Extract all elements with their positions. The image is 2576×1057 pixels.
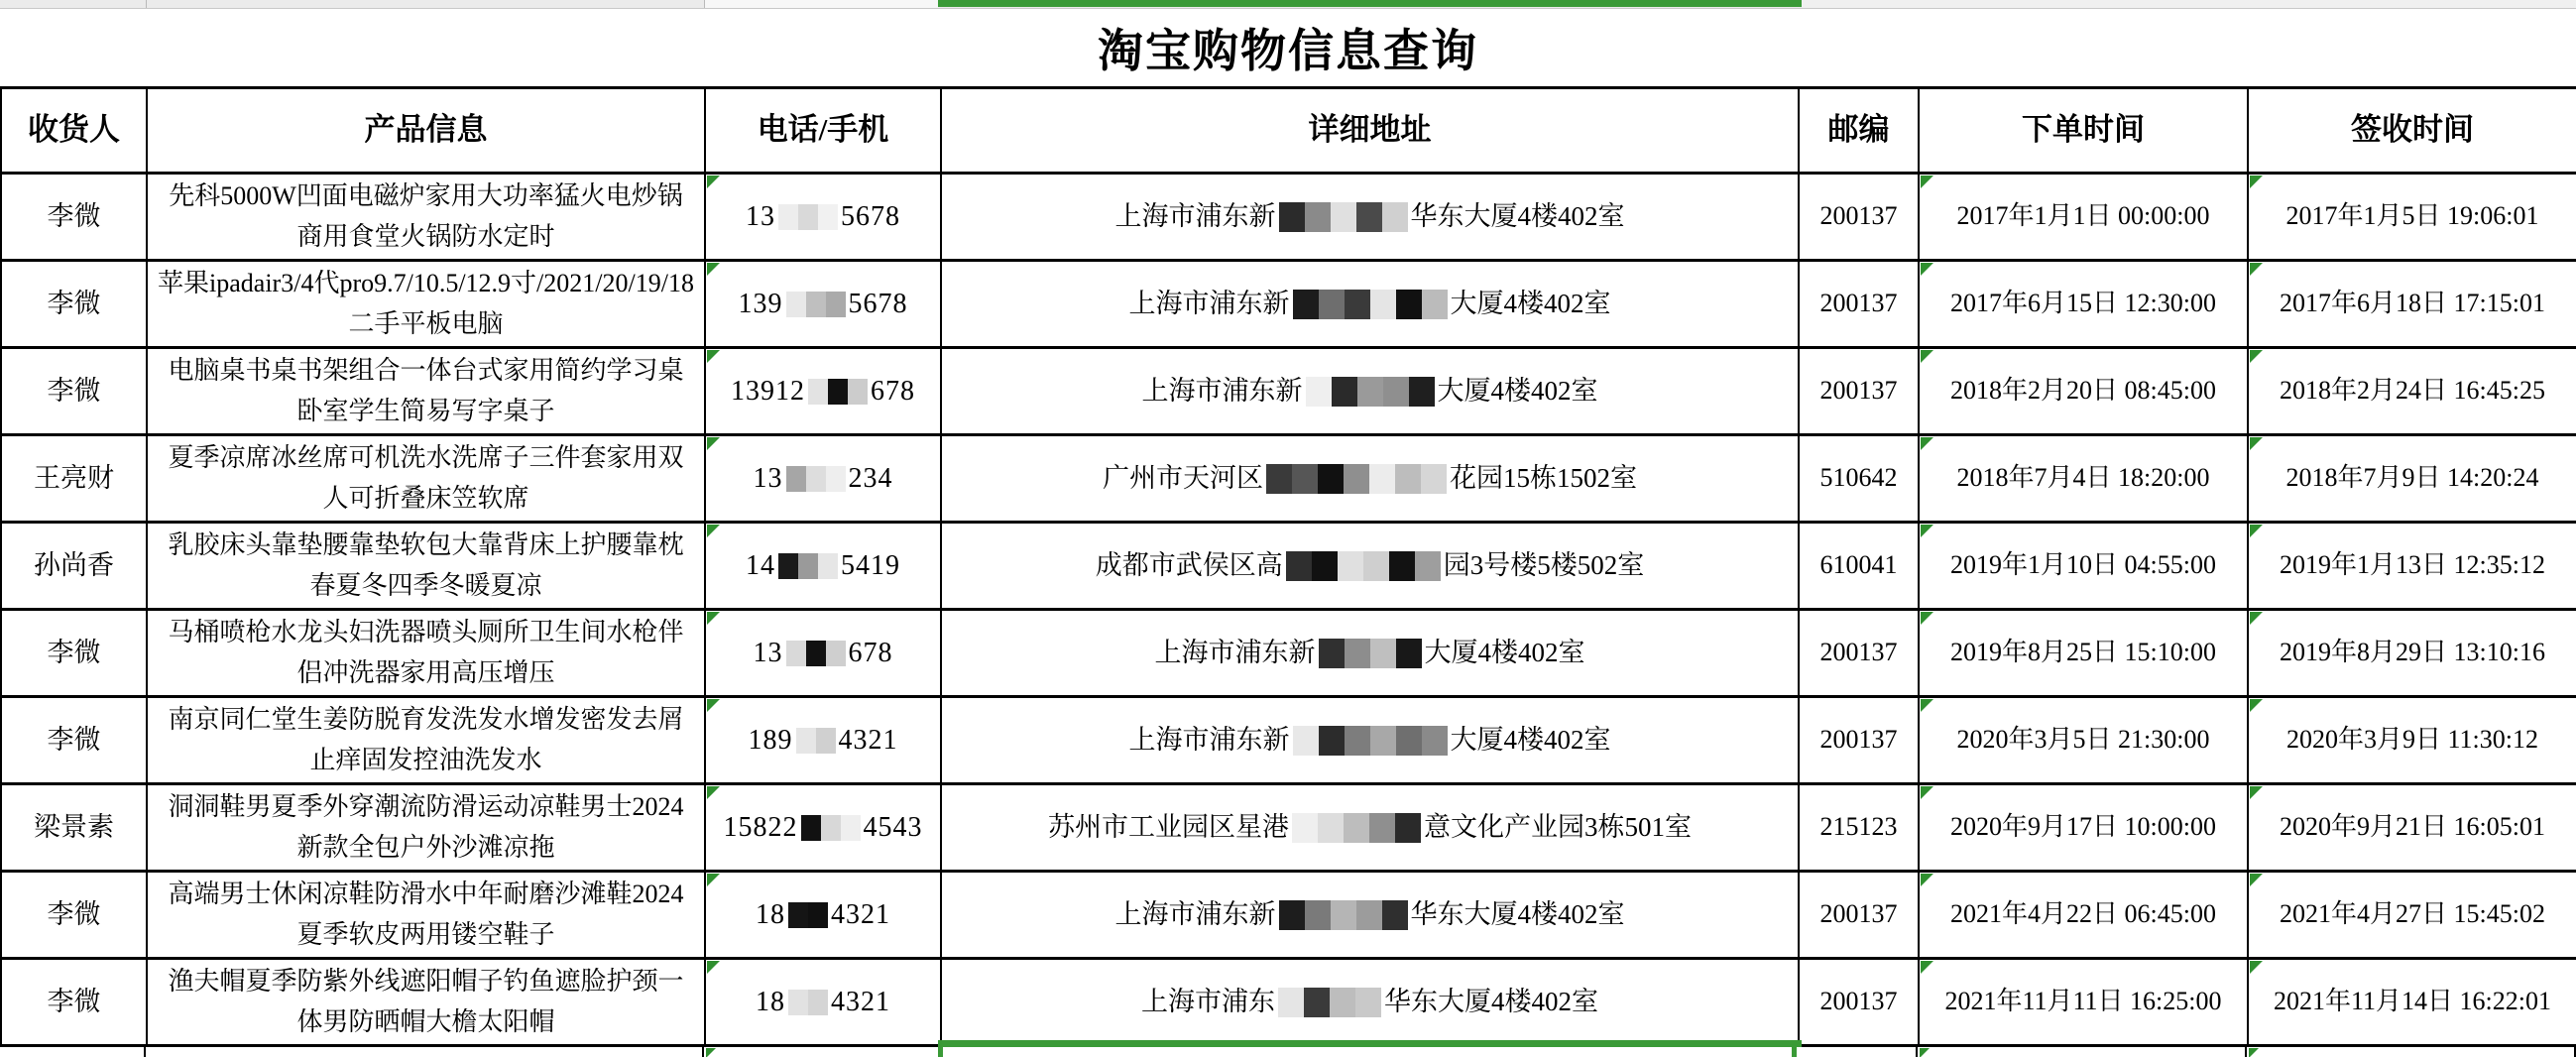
- redacted-blur: [778, 204, 838, 230]
- recipient-cell[interactable]: 李微: [2, 349, 148, 436]
- redacted-blur: [1266, 464, 1447, 494]
- redacted-blur: [801, 815, 861, 841]
- product-text: 乳胶床头靠垫腰靠垫软包大靠背床上护腰靠枕春夏冬四季冬暖夏凉: [168, 530, 684, 600]
- sign-time-text: 2017年1月5日 19:06:01: [2285, 201, 2539, 231]
- cells-above-right-columns: [1802, 0, 2576, 8]
- page-title: 淘宝购物信息查询: [1098, 25, 1478, 76]
- address-cell[interactable]: [942, 698, 1800, 785]
- header-cell-6[interactable]: 签收时间: [2249, 89, 2576, 175]
- product-cell[interactable]: [148, 698, 706, 785]
- selection-border-top: [938, 0, 1802, 7]
- partial-row-11[interactable]: [0, 1047, 2576, 1057]
- redacted-blur: [1279, 202, 1408, 232]
- postal-cell[interactable]: 610041: [1800, 524, 1920, 611]
- phone-prefix: 13: [753, 637, 783, 668]
- sign-time-text: 2021年4月27日 15:45:02: [2280, 899, 2545, 929]
- phone-cell[interactable]: [706, 349, 942, 436]
- note-triangle-icon: [707, 961, 720, 974]
- order-time-cell[interactable]: [1920, 262, 2249, 349]
- phone-prefix: 14: [746, 549, 775, 581]
- header-cell-2[interactable]: 电话/手机: [706, 89, 942, 175]
- address-suffix: 大厦4楼402室: [1437, 375, 1598, 406]
- phone-prefix: 18: [756, 898, 785, 930]
- redacted-blur: [786, 641, 846, 666]
- note-triangle-icon: [2250, 525, 2263, 537]
- product-text: 洞洞鞋男夏季外穿潮流防滑运动凉鞋男士2024新款全包户外沙滩凉拖: [168, 792, 684, 862]
- note-triangle-icon: [1921, 699, 1933, 712]
- phone-cell[interactable]: [706, 611, 942, 698]
- sign-time-cell[interactable]: [2249, 873, 2576, 960]
- product-cell[interactable]: [148, 262, 706, 349]
- title-row: [0, 8, 2576, 86]
- recipient-cell[interactable]: 李微: [2, 611, 148, 698]
- note-triangle-icon: [1921, 263, 1933, 276]
- phone-suffix: 5678: [841, 200, 900, 232]
- product-text: 先科5000W凹面电磁炉家用大功率猛火电炒锅商用食堂火锅防水定时: [169, 181, 683, 251]
- sign-time-text: 2019年8月29日 13:10:16: [2280, 638, 2545, 667]
- phone-cell[interactable]: [706, 785, 942, 873]
- order-time-text: 2017年1月1日 00:00:00: [1956, 201, 2210, 231]
- selection-border-left-stub: [938, 1040, 943, 1057]
- phone-suffix: 5419: [841, 549, 900, 581]
- address-cell[interactable]: [942, 175, 1800, 262]
- note-triangle-icon: [707, 263, 720, 276]
- note-triangle-icon: [706, 1048, 716, 1057]
- redacted-blur: [796, 728, 836, 754]
- address-cell[interactable]: [942, 524, 1800, 611]
- postal-cell[interactable]: 200137: [1800, 262, 1920, 349]
- redacted-blur: [788, 902, 828, 928]
- phone-prefix: 13: [753, 462, 783, 494]
- phone-suffix: 4543: [863, 811, 923, 843]
- address-prefix: 上海市浦东新: [1128, 288, 1290, 318]
- address-cell[interactable]: [942, 873, 1800, 960]
- redacted-blur: [1292, 813, 1421, 843]
- order-time-cell[interactable]: [1920, 785, 2249, 873]
- product-text: 高端男士休闲凉鞋防滑水中年耐磨沙滩鞋2024夏季软皮两用镂空鞋子: [168, 880, 684, 949]
- phone-cell[interactable]: [706, 960, 942, 1047]
- address-suffix: 大厦4楼402室: [1424, 637, 1585, 667]
- product-text: 渔夫帽夏季防紫外线遮阳帽子钓鱼遮脸护颈一体男防晒帽大檐太阳帽: [168, 967, 684, 1036]
- order-time-cell[interactable]: [1920, 175, 2249, 262]
- note-triangle-icon: [707, 612, 720, 625]
- note-triangle-icon: [1921, 874, 1933, 886]
- note-triangle-icon: [707, 525, 720, 537]
- redacted-blur: [786, 466, 846, 492]
- gridline: [146, 0, 147, 8]
- address-cell[interactable]: [942, 960, 1800, 1047]
- phone-prefix: 13912: [731, 375, 805, 407]
- sign-time-cell[interactable]: [2249, 698, 2576, 785]
- sign-time-text: 2017年6月18日 17:15:01: [2280, 289, 2545, 318]
- phone-cell[interactable]: [706, 175, 942, 262]
- order-time-cell[interactable]: [1920, 960, 2249, 1047]
- note-triangle-icon: [2250, 437, 2263, 450]
- recipient-cell[interactable]: 李微: [2, 960, 148, 1047]
- address-cell[interactable]: [942, 262, 1800, 349]
- order-time-cell[interactable]: [1920, 436, 2249, 524]
- order-time-text: 2020年3月5日 21:30:00: [1956, 725, 2210, 755]
- product-cell[interactable]: [148, 785, 706, 873]
- recipient-cell[interactable]: 王亮财: [2, 436, 148, 524]
- note-triangle-icon: [2250, 176, 2263, 188]
- postal-cell[interactable]: 200137: [1800, 873, 1920, 960]
- phone-prefix: 189: [748, 724, 793, 756]
- gridline: [704, 0, 705, 8]
- address-suffix: 大厦4楼402室: [1450, 288, 1611, 318]
- redacted-blur: [786, 292, 846, 317]
- sign-time-text: 2021年11月14日 16:22:01: [2274, 987, 2551, 1016]
- recipient-cell[interactable]: 李微: [2, 175, 148, 262]
- order-time-cell[interactable]: [1920, 524, 2249, 611]
- phone-cell[interactable]: [706, 262, 942, 349]
- sign-time-cell[interactable]: [2249, 524, 2576, 611]
- note-triangle-icon: [1921, 612, 1933, 625]
- sign-time-text: 2019年1月13日 12:35:12: [2280, 550, 2545, 580]
- note-triangle-icon: [707, 176, 720, 188]
- column-border: [702, 1047, 704, 1057]
- redacted-blur: [1286, 551, 1441, 581]
- address-prefix: 上海市浦东新: [1114, 898, 1276, 929]
- sign-time-cell[interactable]: [2249, 175, 2576, 262]
- phone-cell[interactable]: [706, 524, 942, 611]
- note-triangle-icon: [1921, 525, 1933, 537]
- address-cell[interactable]: [942, 785, 1800, 873]
- sign-time-cell[interactable]: [2249, 349, 2576, 436]
- redacted-blur: [1319, 639, 1422, 668]
- order-time-text: 2021年11月11日 16:25:00: [1944, 987, 2222, 1016]
- phone-suffix: 5678: [848, 288, 908, 319]
- column-border: [1916, 1047, 1918, 1057]
- phone-prefix: 13: [746, 200, 775, 232]
- data-table: [0, 86, 2576, 1047]
- address-prefix: 上海市浦东新: [1154, 637, 1316, 667]
- address-suffix: 华东大厦4楼402室: [1384, 986, 1598, 1016]
- note-triangle-icon: [2250, 699, 2263, 712]
- product-text: 南京同仁堂生姜防脱育发洗发水增发密发去屑止痒固发控油洗发水: [168, 705, 684, 774]
- product-text: 苹果ipadair3/4代pro9.7/10.5/12.9寸/2021/20/19/18二手平板电脑: [158, 269, 694, 338]
- phone-suffix: 678: [848, 637, 893, 668]
- header-cell-3[interactable]: 详细地址: [942, 89, 1800, 175]
- order-time-text: 2019年8月25日 15:10:00: [1950, 638, 2216, 667]
- product-cell[interactable]: [148, 960, 706, 1047]
- order-time-text: 2017年6月15日 12:30:00: [1950, 289, 2216, 318]
- address-suffix: 大厦4楼402室: [1450, 724, 1611, 755]
- address-cell[interactable]: [942, 436, 1800, 524]
- postal-cell[interactable]: 200137: [1800, 960, 1920, 1047]
- sign-time-text: 2018年7月9日 14:20:24: [2285, 463, 2539, 493]
- redacted-blur: [808, 379, 868, 405]
- note-triangle-icon: [1921, 961, 1933, 974]
- order-time-cell[interactable]: [1920, 698, 2249, 785]
- address-suffix: 华东大厦4楼402室: [1410, 898, 1625, 929]
- postal-cell[interactable]: 215123: [1800, 785, 1920, 873]
- note-triangle-icon: [1921, 176, 1933, 188]
- note-triangle-icon: [1921, 350, 1933, 363]
- product-text: 马桶喷枪水龙头妇洗器喷头厕所卫生间水枪伴侣冲洗器家用高压增压: [168, 618, 684, 687]
- product-cell[interactable]: [148, 611, 706, 698]
- phone-prefix: 15822: [723, 811, 798, 843]
- sign-time-text: 2018年2月24日 16:45:25: [2280, 376, 2545, 406]
- note-triangle-icon: [2250, 961, 2263, 974]
- postal-cell[interactable]: 200137: [1800, 175, 1920, 262]
- order-time-cell[interactable]: [1920, 873, 2249, 960]
- phone-suffix: 4321: [838, 724, 898, 756]
- note-triangle-icon: [1920, 1048, 1930, 1057]
- header-cell-1[interactable]: 产品信息: [148, 89, 706, 175]
- postal-cell[interactable]: 200137: [1800, 698, 1920, 785]
- sign-time-cell[interactable]: [2249, 436, 2576, 524]
- note-triangle-icon: [2250, 263, 2263, 276]
- phone-suffix: 4321: [831, 898, 890, 930]
- column-border: [144, 1047, 146, 1057]
- order-time-text: 2021年4月22日 06:45:00: [1950, 899, 2216, 929]
- product-cell[interactable]: [148, 175, 706, 262]
- note-triangle-icon: [707, 437, 720, 450]
- sign-time-text: 2020年3月9日 11:30:12: [2286, 725, 2538, 755]
- note-triangle-icon: [707, 874, 720, 886]
- note-triangle-icon: [707, 699, 720, 712]
- selection-border-right-stub: [1792, 1040, 1797, 1057]
- recipient-cell[interactable]: 李微: [2, 873, 148, 960]
- product-cell[interactable]: [148, 436, 706, 524]
- address-suffix: 华东大厦4楼402室: [1410, 200, 1625, 231]
- recipient-cell[interactable]: 李微: [2, 698, 148, 785]
- address-prefix: 上海市浦东新: [1141, 375, 1303, 406]
- phone-cell[interactable]: [706, 436, 942, 524]
- product-text: 电脑桌书桌书架组合一体台式家用简约学习桌卧室学生简易写字桌子: [168, 356, 684, 425]
- redacted-blur: [1306, 377, 1435, 407]
- address-prefix: 广州市天河区: [1103, 462, 1263, 493]
- note-triangle-icon: [1921, 437, 1933, 450]
- phone-suffix: 234: [848, 462, 893, 494]
- header-cell-5[interactable]: 下单时间: [1920, 89, 2249, 175]
- sign-time-cell[interactable]: [2249, 960, 2576, 1047]
- header-cell-4[interactable]: 邮编: [1800, 89, 1920, 175]
- phone-suffix: 4321: [831, 986, 890, 1017]
- order-time-cell[interactable]: [1920, 349, 2249, 436]
- order-time-text: 2020年9月17日 10:00:00: [1950, 812, 2216, 842]
- note-triangle-icon: [2250, 786, 2263, 799]
- address-prefix: 上海市浦东新: [1114, 200, 1276, 231]
- address-suffix: 意文化产业园3栋501室: [1424, 811, 1692, 842]
- note-triangle-icon: [707, 350, 720, 363]
- address-suffix: 花园15栋1502室: [1450, 462, 1637, 493]
- sign-time-text: 2020年9月21日 16:05:01: [2280, 812, 2545, 842]
- note-triangle-icon: [2250, 350, 2263, 363]
- address-prefix: 成都市武侯区高: [1095, 549, 1283, 580]
- postal-cell[interactable]: 200137: [1800, 349, 1920, 436]
- recipient-cell[interactable]: 孙尚香: [2, 524, 148, 611]
- note-triangle-icon: [2250, 612, 2263, 625]
- redacted-blur: [788, 990, 828, 1015]
- phone-cell[interactable]: [706, 698, 942, 785]
- order-time-cell[interactable]: [1920, 611, 2249, 698]
- order-time-text: 2019年1月10日 04:55:00: [1950, 550, 2216, 580]
- address-suffix: 园3号楼5楼502室: [1443, 549, 1645, 580]
- postal-cell[interactable]: 510642: [1800, 436, 1920, 524]
- note-triangle-icon: [2249, 1048, 2259, 1057]
- phone-prefix: 139: [738, 288, 783, 319]
- note-triangle-icon: [1921, 786, 1933, 799]
- address-prefix: 上海市浦东新: [1128, 724, 1290, 755]
- order-time-text: 2018年2月20日 08:45:00: [1950, 376, 2216, 406]
- column-border: [2245, 1047, 2247, 1057]
- redacted-blur: [778, 553, 838, 579]
- recipient-cell[interactable]: 李微: [2, 262, 148, 349]
- redacted-blur: [1278, 988, 1381, 1017]
- sign-time-cell[interactable]: [2249, 785, 2576, 873]
- redacted-blur: [1279, 900, 1408, 930]
- selection-border-bottom: [938, 1040, 1802, 1047]
- address-cell[interactable]: [942, 349, 1800, 436]
- note-triangle-icon: [2250, 874, 2263, 886]
- address-prefix: 上海市浦东: [1141, 986, 1275, 1016]
- sign-time-cell[interactable]: [2249, 611, 2576, 698]
- header-cell-0[interactable]: 收货人: [2, 89, 148, 175]
- address-cell[interactable]: [942, 611, 1800, 698]
- note-triangle-icon: [707, 786, 720, 799]
- phone-suffix: 678: [871, 375, 915, 407]
- product-cell[interactable]: [148, 524, 706, 611]
- order-time-text: 2018年7月4日 18:20:00: [1956, 463, 2210, 493]
- phone-prefix: 18: [756, 986, 785, 1017]
- sign-time-cell[interactable]: [2249, 262, 2576, 349]
- address-prefix: 苏州市工业园区星港: [1048, 811, 1289, 842]
- cell-above-phone-column: [704, 0, 938, 8]
- product-cell[interactable]: [148, 873, 706, 960]
- product-cell[interactable]: [148, 349, 706, 436]
- redacted-blur: [1293, 726, 1448, 756]
- recipient-cell[interactable]: 梁景素: [2, 785, 148, 873]
- redacted-blur: [1293, 290, 1448, 319]
- phone-cell[interactable]: [706, 873, 942, 960]
- postal-cell[interactable]: 200137: [1800, 611, 1920, 698]
- product-text: 夏季凉席冰丝席可机洗水洗席子三件套家用双人可折叠床笠软席: [168, 443, 684, 513]
